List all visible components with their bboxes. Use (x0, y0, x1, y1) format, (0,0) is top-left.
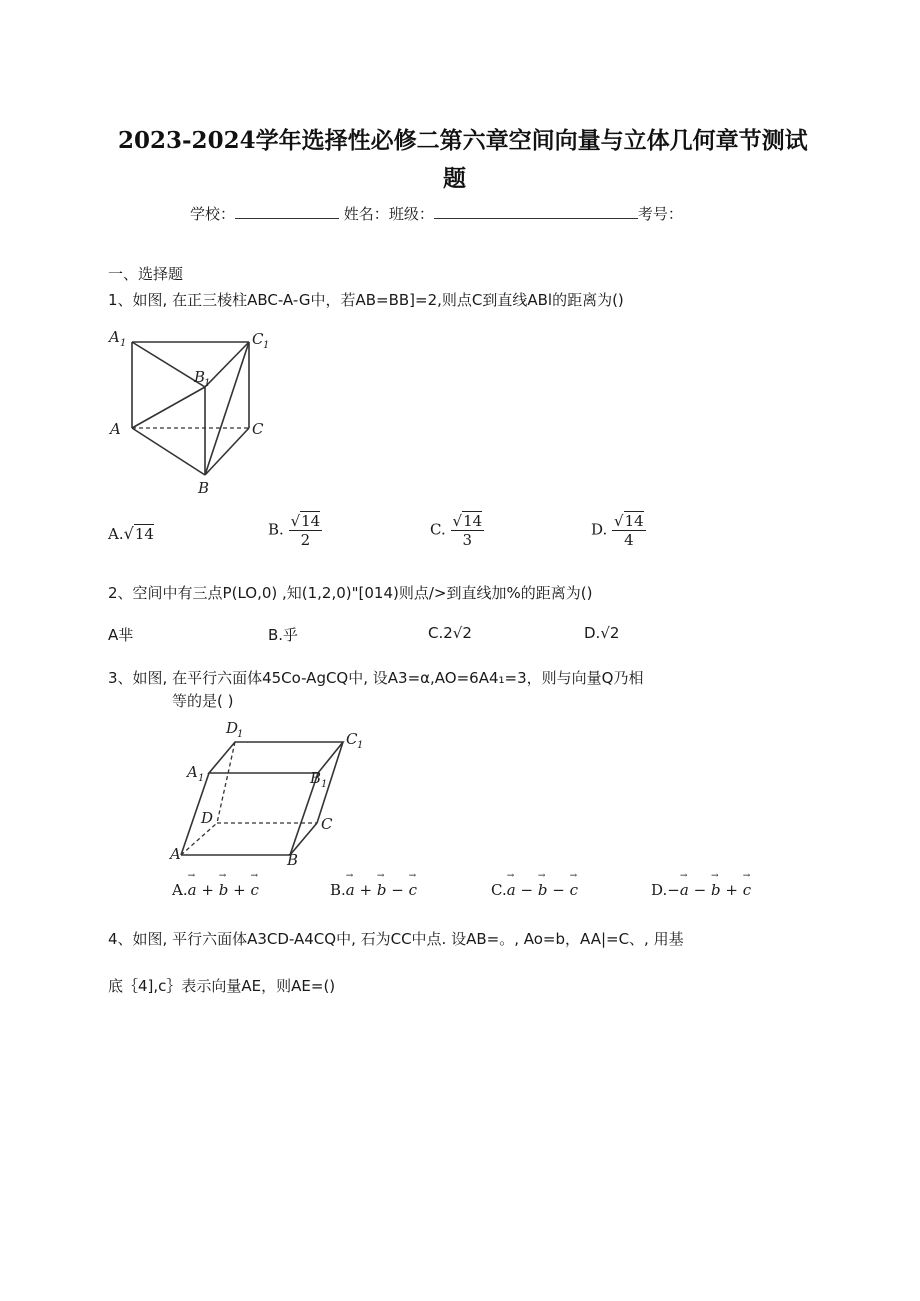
school-blank (235, 204, 339, 219)
label-c: C (252, 420, 264, 438)
question-3-text: 3、如图, 在平行六面体45Co-AgCQ中, 设A3=α,AO=6A4₁=3，则与向量Q乃相 (108, 669, 644, 687)
q3-option-a-label: A. (172, 881, 188, 899)
q3-option-c-op2: − (552, 881, 565, 899)
label-a: A (110, 420, 121, 438)
label-b1-sub: 1 (321, 779, 328, 790)
q2-option-a[interactable]: A芈 (108, 626, 134, 644)
q3-option-d-op2: + (725, 881, 738, 899)
label-a1-sub: 1 (198, 773, 205, 784)
label-b: B (198, 479, 210, 497)
q3-option-a-op1: + (201, 881, 214, 899)
label-b1: B (310, 769, 322, 787)
label-a1: A (187, 763, 198, 781)
q2-option-c[interactable]: C.2√2 (428, 624, 472, 642)
q1-option-c[interactable]: C. $\frac{√14}{3}$ (430, 512, 483, 549)
label-d1-sub: 1 (237, 729, 244, 740)
class-label: 班级： (388, 205, 434, 223)
q3-option-d-sign0: − (667, 881, 680, 899)
q1-option-c-label: C. (430, 520, 446, 539)
question-2-text: 2、空间中有三点P(LO,0) ,知(1,2,0)"[014)则点/>到直线加%的距离为() (108, 584, 593, 602)
q3-option-c-op1: − (520, 881, 534, 899)
label-b1-sub: 1 (204, 378, 211, 389)
q3-option-b-vec-a: → a (346, 881, 355, 899)
label-a1-sub: 1 (120, 338, 127, 349)
q1-option-b-den: 2 (300, 531, 311, 549)
q1-option-d-num: 14 (624, 512, 644, 530)
q2-option-d[interactable]: D.√2 (584, 624, 620, 642)
section-heading: 一、选择题 (108, 265, 184, 283)
label-d: D (201, 809, 214, 827)
q1-option-a[interactable]: A.√14 (108, 524, 154, 543)
q1-option-a-value: 14 (134, 525, 154, 543)
q3-option-c-vec-a: → a (507, 881, 516, 899)
q3-option-c[interactable] (491, 881, 578, 899)
q1-option-d-den: 4 (624, 531, 634, 549)
q3-option-b-op1: + (359, 881, 373, 899)
q3-option-a-vec-c: → c (250, 881, 258, 899)
q3-option-a-op2: + (233, 881, 246, 899)
question-3-figure (165, 715, 380, 875)
q1-option-b-label: B. (268, 520, 284, 539)
q1-option-b-num: 14 (301, 512, 321, 530)
q3-option-b-vec-b: → b (377, 881, 387, 899)
q3-option-d-vec-b: → b (711, 881, 721, 899)
q3-option-b-op2: − (391, 881, 404, 899)
q3-option-d-vec-c: → c (743, 881, 751, 899)
student-info-line (190, 203, 683, 224)
class-blank (434, 204, 638, 219)
q3-option-d-label: D. (651, 881, 668, 899)
q3-option-b-vec-c: → c (409, 881, 417, 899)
q3-option-d-vec-a: → a (680, 881, 689, 899)
q1-option-c-num: 14 (463, 512, 483, 530)
q3-option-b-label: B. (330, 881, 346, 899)
name-label: 姓名： (343, 205, 389, 223)
label-c1: C (346, 730, 358, 748)
label-b1: B (194, 368, 206, 386)
question-1-text: 1、如图, 在正三棱柱ABC-A-G中，若AB=BB]=2,则点C到直线ABl的距离为() (108, 291, 624, 309)
question-4-text: 4、如图, 平行六面体A3CD-A4CQ中, 石为CC中点. 设AB=。, Ao=b，AA|=C、, 用基 (108, 930, 684, 948)
label-a: A (170, 845, 181, 863)
q1-option-d-label: D. (591, 520, 608, 539)
exam-no-label: 考号： (637, 205, 683, 223)
label-c1-sub: 1 (263, 340, 270, 351)
q3-option-a-vec-a: → a (188, 881, 197, 899)
question-1-figure (105, 320, 285, 505)
question-3-text-cont: 等的是( ) (172, 692, 234, 710)
q3-option-c-label: C. (491, 881, 507, 899)
q2-option-b[interactable]: B.乎 (268, 626, 299, 644)
q3-option-d[interactable] (651, 881, 751, 899)
q3-option-a-vec-b: → b (219, 881, 229, 899)
label-b: B (287, 851, 299, 869)
question-4-text-cont: 底｛4],c｝表示向量AE，则AE=() (108, 977, 336, 995)
label-c1-sub: 1 (357, 740, 364, 751)
label-c1: C (252, 330, 264, 348)
q3-option-c-vec-b: → b (538, 881, 548, 899)
document-title-line2: 题 (443, 165, 466, 192)
q1-option-a-label: A. (108, 525, 124, 543)
q1-option-c-den: 3 (462, 531, 473, 549)
label-c: C (321, 815, 333, 833)
q3-option-b[interactable] (330, 881, 417, 899)
q3-option-d-op1: − (693, 881, 707, 899)
school-label: 学校： (190, 205, 236, 223)
q1-option-b[interactable]: B. $\frac{√14}{2}$ (268, 512, 321, 549)
q3-option-c-vec-c: → c (570, 881, 578, 899)
q3-option-a[interactable] (172, 881, 259, 899)
label-a1: A (109, 328, 120, 346)
label-d1: D (226, 719, 239, 737)
q1-option-d[interactable]: D. $\frac{√14}{4}$ (591, 512, 644, 549)
document-title-line1: 2023-2024学年选择性必修二第六章空间向量与立体几何章节测试 (118, 127, 808, 154)
